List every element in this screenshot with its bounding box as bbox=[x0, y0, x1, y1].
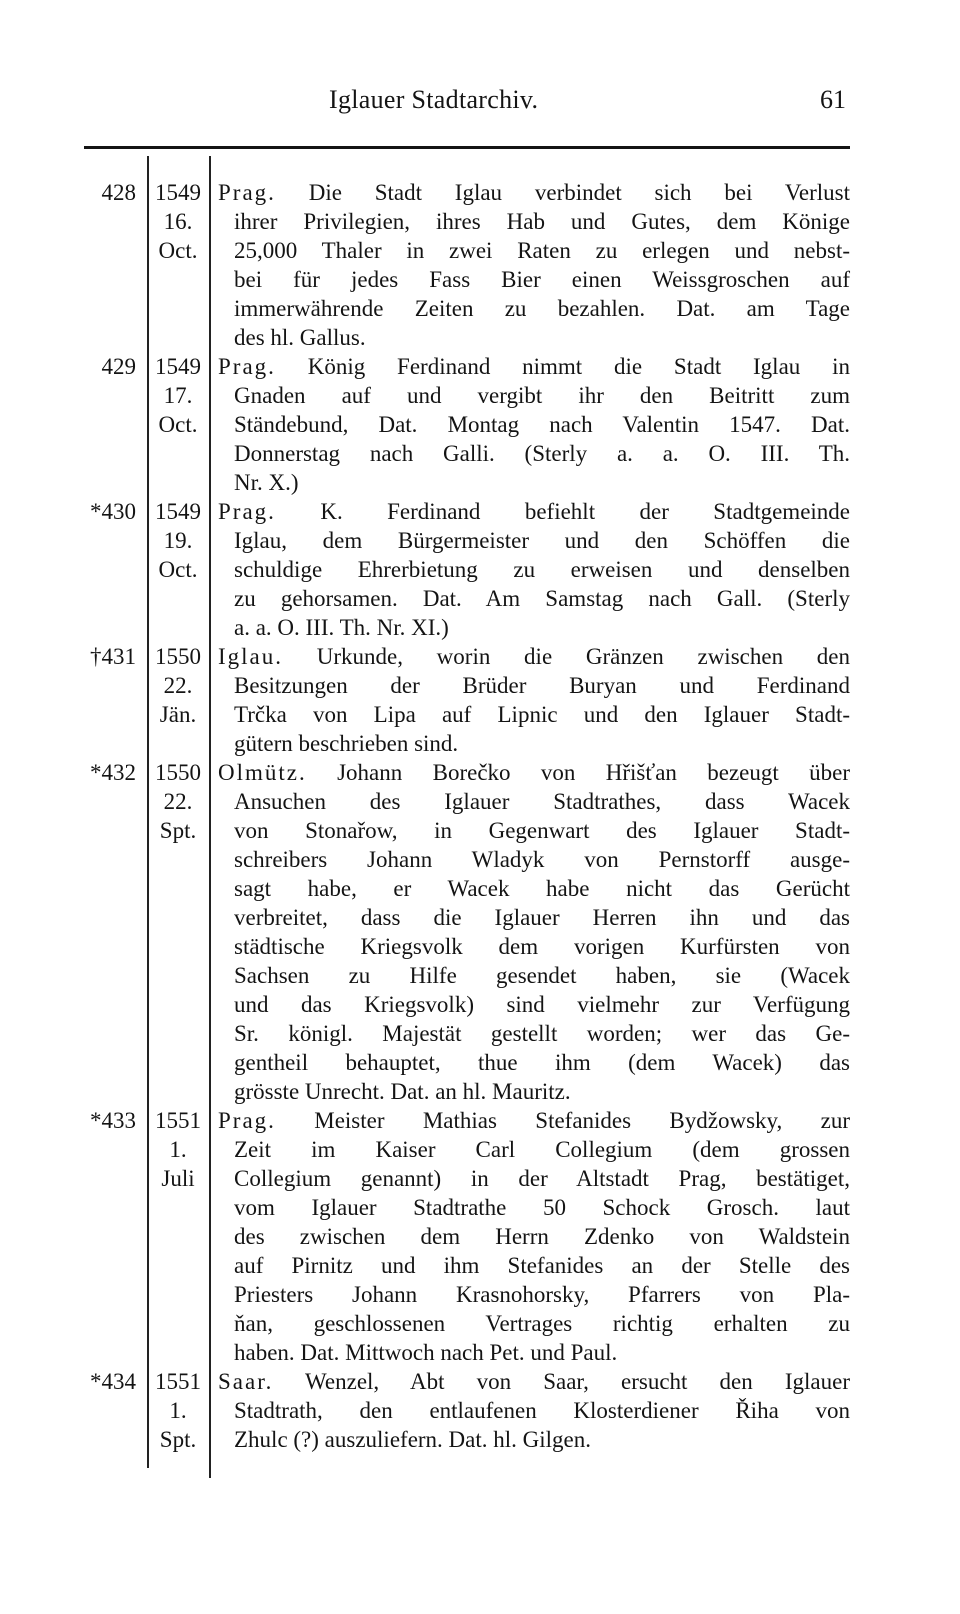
entry-text bbox=[218, 758, 850, 1106]
text-line bbox=[218, 758, 850, 787]
page-number: 61 bbox=[820, 85, 846, 114]
text-line: ňan, geschlossenen Vertrages richtig erhalten zu bbox=[234, 1311, 850, 1336]
text-line: zu gehorsamen. Dat. Am Samstag nach Gall. (Sterly bbox=[234, 586, 850, 611]
text-line: Priesters Johann Krasnohorsky, Pfarrers von Pla- bbox=[234, 1282, 850, 1307]
text-line: Sr. königl. Majestät gestellt worden; wer das Ge- bbox=[234, 1021, 850, 1046]
entry-text-content: K. Ferdinand befiehlt der Stadtgemeinde bbox=[275, 499, 850, 524]
entry-text-content: Die Stadt Iglau verbindet sich bei Verlust bbox=[275, 180, 850, 205]
entry-date-part: 1551 bbox=[155, 1108, 201, 1133]
register-entry bbox=[0, 758, 960, 1106]
text-line bbox=[218, 642, 850, 671]
text-line: Nr. X.) bbox=[234, 470, 299, 495]
text-line: Ständebund, Dat. Montag nach Valentin 1547. Dat. bbox=[234, 412, 850, 437]
text-line bbox=[218, 497, 850, 526]
text-line: des zwischen dem Herrn Zdenko von Waldstein bbox=[234, 1224, 850, 1249]
text-line: Trčka von Lipa auf Lipnic und den Iglauer Stadt- bbox=[234, 702, 850, 727]
entry-date-part: Juli bbox=[161, 1166, 195, 1191]
register-entries bbox=[0, 178, 960, 1454]
entry-text-content: Johann Borečko von Hřišťan bezeugt über bbox=[306, 760, 850, 785]
entry-date-part: 1550 bbox=[155, 644, 201, 669]
text-line: a. a. O. III. Th. Nr. XI.) bbox=[234, 615, 449, 640]
entry-date bbox=[148, 178, 208, 265]
entry-date-part: Jän. bbox=[159, 702, 197, 727]
text-line: schreibers Johann Wladyk von Pernstorff ausge- bbox=[234, 847, 850, 872]
entry-place: Prag. bbox=[218, 354, 276, 379]
entry-number: *432 bbox=[90, 760, 136, 785]
entry-place: Prag. bbox=[218, 1108, 276, 1133]
entry-place: Prag. bbox=[218, 180, 276, 205]
register-entry bbox=[0, 497, 960, 642]
entry-date bbox=[148, 758, 208, 845]
text-line bbox=[218, 1106, 850, 1135]
entry-date-part: 1549 bbox=[155, 354, 201, 379]
entry-number: *434 bbox=[90, 1369, 136, 1394]
text-line: vom Iglauer Stadtrathe 50 Schock Grosch. laut bbox=[234, 1195, 850, 1220]
entry-number: 428 bbox=[101, 180, 136, 205]
text-line bbox=[218, 352, 850, 381]
entry-date-part: 1551 bbox=[155, 1369, 201, 1394]
entry-text bbox=[218, 178, 850, 352]
text-line: von Stonařow, in Gegenwart des Iglauer Stadt- bbox=[234, 818, 850, 843]
text-line: ihrer Privilegien, ihres Hab und Gutes, dem Könige bbox=[234, 209, 850, 234]
entry-text bbox=[218, 1106, 850, 1367]
register-entry bbox=[0, 178, 960, 352]
entry-date-part: 17. bbox=[163, 383, 193, 408]
entry-text-content: Wenzel, Abt von Saar, ersucht den Iglauer bbox=[273, 1369, 850, 1394]
text-line: Iglau, dem Bürgermeister und den Schöffen die bbox=[234, 528, 850, 553]
text-line: Gnaden auf und vergibt ihr den Beitritt zum bbox=[234, 383, 850, 408]
entry-date-part: Spt. bbox=[159, 818, 197, 843]
text-line: Stadtrath, den entlaufenen Klosterdiener Řiha von bbox=[234, 1398, 850, 1423]
entry-text bbox=[218, 352, 850, 497]
text-line: auf Pirnitz und ihm Stefanides an der Stelle des bbox=[234, 1253, 850, 1278]
header-rule bbox=[84, 146, 850, 149]
entry-date bbox=[148, 497, 208, 584]
text-line: Collegium genannt) in der Altstadt Prag, bestätiget, bbox=[234, 1166, 850, 1191]
entry-text bbox=[218, 1367, 850, 1454]
entry-date-part: 19. bbox=[163, 528, 193, 553]
text-line: grösste Unrecht. Dat. an hl. Mauritz. bbox=[234, 1079, 571, 1104]
entry-place: Iglau. bbox=[218, 644, 284, 669]
entry-date-part: Spt. bbox=[159, 1427, 197, 1452]
entry-text bbox=[218, 497, 850, 642]
text-line: Zeit im Kaiser Carl Collegium (dem grossen bbox=[234, 1137, 850, 1162]
entry-date-part: 22. bbox=[163, 789, 193, 814]
entry-date-part: 1. bbox=[169, 1137, 187, 1162]
entry-text-content: König Ferdinand nimmt die Stadt Iglau in bbox=[275, 354, 850, 379]
text-line: Donnerstag nach Galli. (Sterly a. a. O. III. Th. bbox=[234, 441, 850, 466]
entry-text-content: Urkunde, worin die Gränzen zwischen den bbox=[283, 644, 850, 669]
entry-date bbox=[148, 1367, 208, 1454]
text-line: verbreitet, dass die Iglauer Herren ihn und das bbox=[234, 905, 850, 930]
entry-number: *430 bbox=[90, 499, 136, 524]
text-line: Zhulc (?) auszuliefern. Dat. hl. Gilgen. bbox=[234, 1427, 592, 1452]
text-line: gentheil behauptet, thue ihm (dem Wacek) das bbox=[234, 1050, 850, 1075]
entry-date bbox=[148, 352, 208, 439]
text-line: schuldige Ehrerbietung zu erweisen und denselben bbox=[234, 557, 850, 582]
entry-text bbox=[218, 642, 850, 758]
entry-date-part: Oct. bbox=[158, 412, 198, 437]
entry-number: 429 bbox=[101, 354, 136, 379]
text-line: gütern beschrieben sind. bbox=[234, 731, 459, 756]
entry-date-part: 1550 bbox=[155, 760, 201, 785]
text-line: Besitzungen der Brüder Buryan und Ferdinand bbox=[234, 673, 850, 698]
entry-number: †431 bbox=[90, 644, 136, 669]
text-line: immerwährende Zeiten zu bezahlen. Dat. am Tage bbox=[234, 296, 850, 321]
entry-date bbox=[148, 642, 208, 729]
entry-place: Saar. bbox=[218, 1369, 274, 1394]
entry-text-content: Meister Mathias Stefanides Bydžowsky, zur bbox=[275, 1108, 850, 1133]
register-entry bbox=[0, 1367, 960, 1454]
text-line bbox=[218, 178, 850, 207]
text-line bbox=[218, 1367, 850, 1396]
text-line: des hl. Gallus. bbox=[234, 325, 366, 350]
entry-date-part: 22. bbox=[163, 673, 193, 698]
entry-date-part: 1. bbox=[169, 1398, 187, 1423]
entry-date-part: Oct. bbox=[158, 238, 198, 263]
text-line: sagt habe, er Wacek habe nicht das Gerücht bbox=[234, 876, 850, 901]
entry-number: *433 bbox=[90, 1108, 136, 1133]
text-line: Sachsen zu Hilfe gesendet haben, sie (Wacek bbox=[234, 963, 850, 988]
entry-date-part: 16. bbox=[163, 209, 193, 234]
text-line: städtische Kriegsvolk dem vorigen Kurfürsten von bbox=[234, 934, 850, 959]
register-entry bbox=[0, 1106, 960, 1367]
entry-date-part: 1549 bbox=[155, 180, 201, 205]
entry-place: Prag. bbox=[218, 499, 276, 524]
entry-date bbox=[148, 1106, 208, 1193]
entry-date-part: 1549 bbox=[155, 499, 201, 524]
entry-place: Olmütz. bbox=[218, 760, 307, 785]
entry-date-part: Oct. bbox=[158, 557, 198, 582]
text-line: haben. Dat. Mittwoch nach Pet. und Paul. bbox=[234, 1340, 618, 1365]
text-line: und das Kriegsvolk) sind vielmehr zur Verfügung bbox=[234, 992, 850, 1017]
register-entry bbox=[0, 642, 960, 758]
text-line: 25,000 Thaler in zwei Raten zu erlegen und nebst- bbox=[234, 238, 850, 263]
running-header bbox=[0, 82, 960, 122]
text-line: Ansuchen des Iglauer Stadtrathes, dass Wacek bbox=[234, 789, 850, 814]
register-entry bbox=[0, 352, 960, 497]
running-title: Iglauer Stadtarchiv. bbox=[329, 85, 539, 114]
text-line: bei für jedes Fass Bier einen Weissgroschen auf bbox=[234, 267, 850, 292]
